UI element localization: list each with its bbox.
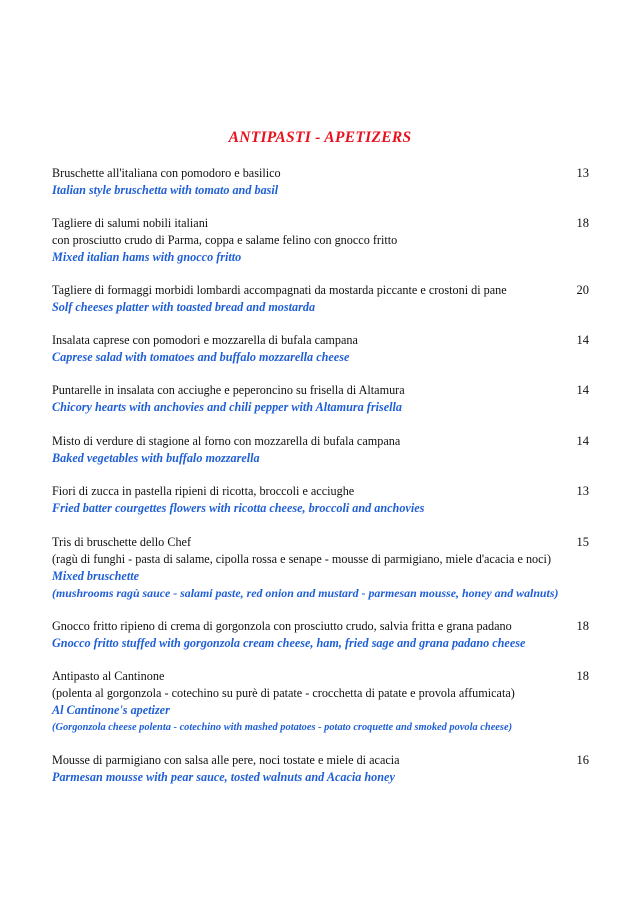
italian-description: Antipasto al Cantinone bbox=[52, 669, 165, 683]
italian-description: Tagliere di formaggi morbidi lombardi accompagnati da mostarda piccante e crostoni di pane bbox=[52, 283, 507, 297]
italian-description: Mousse di parmigiano con salsa alle pere, noci tostate e miele di acacia bbox=[52, 753, 400, 767]
price: 20 bbox=[576, 283, 589, 297]
english-description: Parmesan mousse with pear sauce, tosted walnuts and Acacia honey bbox=[52, 770, 395, 784]
price: 18 bbox=[576, 669, 589, 683]
italian-description: Gnocco fritto ripieno di crema di gorgonzola con prosciutto crudo, salvia fritta e grana padano bbox=[52, 619, 512, 633]
english-description: Solf cheeses platter with toasted bread and mostarda bbox=[52, 300, 316, 314]
menu-item bbox=[52, 433, 597, 467]
menu-item bbox=[52, 165, 597, 199]
price: 14 bbox=[576, 383, 589, 397]
price: 15 bbox=[576, 535, 589, 549]
english-description: Italian style bruschetta with tomato and basil bbox=[52, 183, 279, 197]
italian-description: con prosciutto crudo di Parma, coppa e salame felino con gnocco fritto bbox=[52, 233, 398, 247]
italian-description: Puntarelle in insalata con acciughe e peperoncino su frisella di Altamura bbox=[52, 383, 405, 397]
price: 18 bbox=[576, 216, 589, 230]
italian-description: (ragù di funghi - pasta di salame, cipolla rossa e senape - mousse di parmigiano, miele d'acacia e noci) bbox=[52, 552, 551, 566]
italian-description: Tagliere di salumi nobili italiani bbox=[52, 216, 209, 230]
menu-item bbox=[52, 382, 597, 416]
english-description: Mixed italian hams with gnocco fritto bbox=[52, 250, 242, 264]
price: 16 bbox=[576, 753, 589, 767]
italian-description: (polenta al gorgonzola - cotechino su purè di patate - crocchetta di patate e provola affumicata) bbox=[52, 686, 515, 700]
english-description: Gnocco fritto stuffed with gorgonzola cream cheese, ham, fried sage and grana padano cheese bbox=[52, 636, 526, 650]
price: 13 bbox=[576, 484, 589, 498]
menu-item bbox=[52, 483, 597, 517]
menu-item bbox=[52, 332, 597, 366]
english-description: Fried batter courgettes flowers with ricotta cheese, broccoli and anchovies bbox=[52, 501, 425, 515]
menu-item bbox=[52, 282, 597, 316]
english-description: Al Cantinone's apetizer bbox=[52, 703, 170, 717]
price: 14 bbox=[576, 333, 589, 347]
english-description: (mushrooms ragù sauce - salami paste, red onion and mustard - parmesan mousse, honey and walnuts) bbox=[52, 586, 559, 600]
price: 18 bbox=[576, 619, 589, 633]
menu-item bbox=[52, 668, 597, 736]
english-description: Mixed bruschette bbox=[52, 569, 140, 583]
italian-description: Fiori di zucca in pastella ripieni di ricotta, broccoli e acciughe bbox=[52, 484, 355, 498]
italian-description: Tris di bruschette dello Chef bbox=[52, 535, 192, 549]
english-description: Baked vegetables with buffalo mozzarella bbox=[52, 451, 260, 465]
italian-description: Insalata caprese con pomodori e mozzarella di bufala campana bbox=[52, 333, 358, 347]
italian-description: Bruschette all'italiana con pomodoro e basilico bbox=[52, 166, 281, 180]
menu-item bbox=[52, 752, 597, 786]
menu-item bbox=[52, 618, 597, 652]
english-description: Chicory hearts with anchovies and chili pepper with Altamura frisella bbox=[52, 400, 402, 414]
italian-description: Misto di verdure di stagione al forno con mozzarella di bufala campana bbox=[52, 434, 401, 448]
english-description: (Gorgonzola cheese polenta - cotechino with mashed potatoes - potato croquette and smoked povola cheese) bbox=[52, 722, 513, 733]
english-description: Caprese salad with tomatoes and buffalo mozzarella cheese bbox=[52, 350, 350, 364]
menu-item bbox=[52, 534, 597, 602]
menu-item bbox=[52, 215, 597, 266]
price: 14 bbox=[576, 434, 589, 448]
price: 13 bbox=[576, 166, 589, 180]
page-title: ANTIPASTI - APETIZERS bbox=[228, 129, 412, 146]
